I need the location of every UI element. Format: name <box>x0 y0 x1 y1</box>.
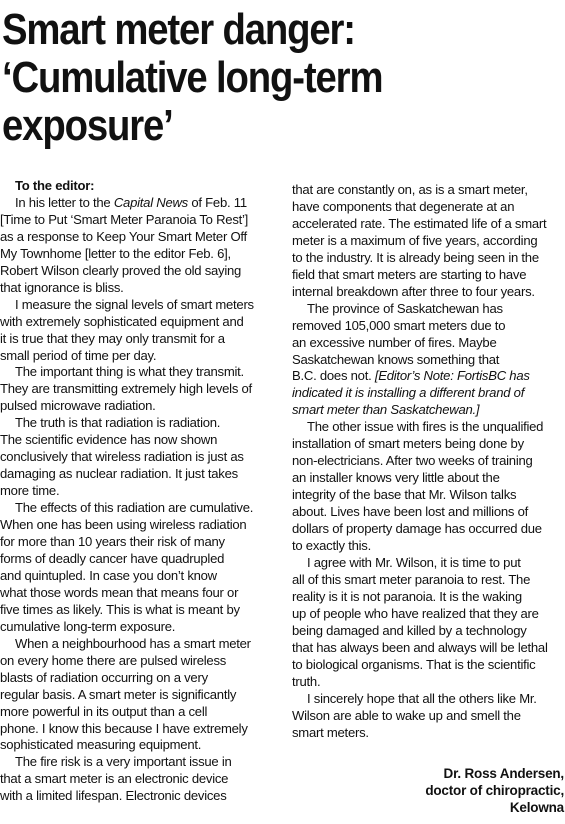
text-line <box>292 385 564 402</box>
text-line: dollars of property damage has occurred due <box>292 521 542 537</box>
text-line: forms of deadly cancer have quadrupled <box>0 550 225 566</box>
text-line: small period of time per day. <box>0 347 157 363</box>
headline <box>2 6 489 150</box>
editors-note: [Editor’s Note: FortisBC has <box>374 368 530 384</box>
text-line: When a neighbourhood has a smart meter <box>15 635 251 651</box>
headline-line: ‘Cumulative long-term <box>2 53 383 102</box>
text-line: damaging as nuclear radiation. It just takes <box>0 466 238 482</box>
text-line: [Time to Put ‘Smart Meter Paranoia To Rest’] <box>0 211 249 227</box>
text-line: Wilson are able to wake up and smell the <box>292 707 521 723</box>
author-city: Kelowna <box>509 799 564 815</box>
paragraph <box>292 182 564 301</box>
paragraph <box>0 364 272 415</box>
text-line: accelerated rate. The estimated life of a smart <box>292 215 547 231</box>
text-line: B.C. does not. [Editor’s Note: FortisBC has <box>292 368 530 384</box>
paragraph <box>0 500 272 636</box>
text-line: I sincerely hope that all the others like Mr. <box>307 690 537 706</box>
text-line: with extremely sophisticated equipment and <box>0 313 244 329</box>
headline-line: Smart meter danger: <box>2 5 355 54</box>
text-line: about. Lives have been lost and millions of <box>292 504 529 520</box>
text-line: to the industry. It is already being seen in the <box>292 249 539 265</box>
text-line: on every home there are pulsed wireless <box>0 652 227 668</box>
author-name: Dr. Ross Andersen, <box>443 766 564 781</box>
paragraph <box>292 419 564 555</box>
paragraph <box>0 636 272 755</box>
text-line: an excessive number of fires. Maybe <box>292 334 497 350</box>
text-line: The important thing is what they transmit. <box>15 364 244 380</box>
publication-name: Capital News <box>113 194 188 210</box>
text-line: that has always been and always will be lethal <box>292 639 548 655</box>
text-line: cumulative long-term exposure. <box>0 618 176 634</box>
paragraph <box>292 555 564 691</box>
text-line: to exactly this. <box>292 538 371 554</box>
text-line: conclusively that wireless radiation is just as <box>0 449 244 465</box>
text-line: Saskatchewan knows something that <box>292 351 500 367</box>
text-line: that a smart meter is an electronic device <box>0 771 229 787</box>
text-line: I agree with Mr. Wilson, it is time to put <box>307 554 521 570</box>
text-line: The effects of this radiation are cumulative. <box>15 500 254 516</box>
editors-note: smart meter than Saskatchewan.] <box>292 402 480 418</box>
text-line: for more than 10 years their risk of many <box>0 534 225 550</box>
text-line: meter is a maximum of five years, according <box>292 232 538 248</box>
text-line: pulsed microwave radiation. <box>0 398 156 414</box>
text-line: with a limited lifespan. Electronic devices <box>0 788 227 804</box>
paragraph <box>0 754 272 805</box>
text-line: it is true that they may only transmit for a <box>0 330 225 346</box>
text-line: up of people who have realized that they are <box>292 605 539 621</box>
text-line: installation of smart meters being done by <box>292 436 524 452</box>
text-line: more time. <box>0 483 60 499</box>
text-line: that are constantly on, as is a smart meter, <box>292 182 528 197</box>
text-line: The other issue with fires is the unqualified <box>307 419 544 435</box>
text-line: The scientific evidence has now shown <box>0 432 218 448</box>
text-line: reality is it is not paranoia. It is the waking <box>292 588 522 604</box>
text-line: The truth is that radiation is radiation. <box>15 415 221 431</box>
text-line: removed 105,000 smart meters due to <box>292 317 506 333</box>
text-line: to biological organisms. That is the scientific <box>292 656 536 672</box>
text-line: smart meters. <box>292 724 369 740</box>
text-line: They are transmitting extremely high levels of <box>0 381 252 397</box>
text-line <box>292 402 564 419</box>
editors-note: indicated it is installing a different brand of <box>292 385 525 401</box>
right-column <box>292 182 564 741</box>
text-line: My Townhome [letter to the editor Feb. 6], <box>0 245 231 261</box>
headline-line: exposure’ <box>2 101 173 150</box>
text-line: The province of Saskatchewan has <box>307 300 503 316</box>
text-line: being damaged and killed by a technology <box>292 622 527 638</box>
text-line: that ignorance is bliss. <box>0 279 124 295</box>
text-line: non-electricians. After two weeks of training <box>292 453 533 469</box>
text-line: Robert Wilson clearly proved the old saying <box>0 262 242 278</box>
paragraph <box>0 297 272 365</box>
text-line: five times as likely. This is what is meant by <box>0 601 240 617</box>
text-line: When one has been using wireless radiation <box>0 517 247 533</box>
text-line: all of this smart meter paranoia to rest. The <box>292 571 531 587</box>
text-line: truth. <box>292 673 321 689</box>
text-line: an installer knows very little about the <box>292 470 500 486</box>
text-line: sophisticated measuring equipment. <box>0 737 202 753</box>
text-line: blasts of radiation occurring on a very <box>0 669 208 685</box>
text-line: what those words mean that means four or <box>0 584 239 600</box>
paragraph <box>292 301 564 420</box>
paragraph <box>0 415 272 500</box>
text-line: regular basis. A smart meter is significantly <box>0 686 237 702</box>
author-title: doctor of chiropractic, <box>425 782 564 798</box>
left-column <box>0 178 272 805</box>
paragraph <box>292 691 564 742</box>
text-line: field that smart meters are starting to have <box>292 266 527 282</box>
text-line: more powerful in its output than a cell <box>0 703 208 719</box>
text-line: In his letter to the Capital News of Feb. 11 <box>15 194 247 210</box>
text-line: integrity of the base that Mr. Wilson talks <box>292 487 517 503</box>
text-line: The fire risk is a very important issue in <box>15 754 232 770</box>
paragraph <box>0 195 272 297</box>
text-line: internal breakdown after three to four years. <box>292 283 535 299</box>
salutation: To the editor: <box>15 178 95 193</box>
text-line: phone. I know this because I have extremely <box>0 720 248 736</box>
text-line: I measure the signal levels of smart meters <box>15 296 254 312</box>
signature <box>425 766 564 816</box>
text-line: as a response to Keep Your Smart Meter Off <box>0 228 247 244</box>
text-line: and quintupled. In case you don’t know <box>0 567 217 583</box>
text-line: have components that degenerate at an <box>292 198 515 214</box>
